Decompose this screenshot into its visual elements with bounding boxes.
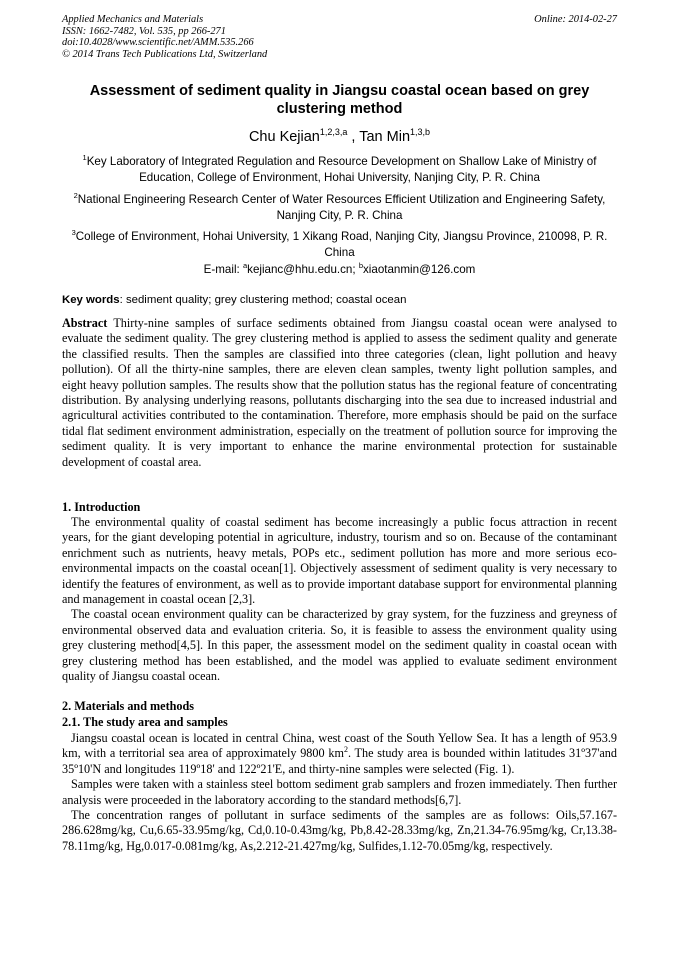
online-date: Online: 2014-02-27 [534,14,617,25]
abstract [62,316,617,470]
section-heading-introduction: 1. Introduction [62,500,141,514]
author-name: Tan Min [359,129,411,145]
author-line [62,128,617,146]
affiliation-text: Key Laboratory of Integrated Regulation and Resource Development on Shallow Lake of Ministry of Education, College of Environment, Hohai University, Nanjing City, P. R. China [86,155,597,184]
keywords-text: : sediment quality; grey clustering method; coastal ocean [119,294,407,306]
affiliation-1 [62,154,617,186]
keywords [62,293,617,308]
affiliation-number: 1 [82,153,87,162]
introduction-body [62,515,617,684]
journal-issn: ISSN: 1662-7482, Vol. 535, pp 266-271 [62,25,226,37]
paper-title: Assessment of sediment quality in Jiangsu coastal ocean based on grey clustering method [89,83,590,117]
paragraph: The coastal ocean environment quality can be characterized by gray system, for the fuzziness and greyness of environmental observed data and evaluation criteria. So, it is feasible to assess the environment quality using grey clustering method[4,5]. In this paper, the assessment model on the sediment quality in coastal ocean with grey clustering method has been established, and the model was applied to evaluate sediment environment quality of Jiangsu coastal ocean. [62,607,617,684]
section-heading-methods: 2. Materials and methods [62,699,195,713]
paragraph [62,731,617,777]
affiliation-2 [62,192,617,224]
email-link-b[interactable]: xiaotanmin@126.com [363,263,476,276]
author-affiliation-marks: 1,3,b [410,127,431,137]
paragraph-text: Jiangsu coastal ocean is located in central China, west coast of the South Yellow Sea. It has a length of 953.9 km, with a territorial sea area of approximately 9800 km [62,731,617,761]
author-affiliation-marks: 1,2,3,a [319,127,348,137]
email-line [62,262,617,278]
methods-body [62,731,617,854]
email-link-a[interactable]: kejianc@hhu.edu.cn; [247,263,359,276]
paragraph: Samples were taken with a stainless steel bottom sediment grab samplers and frozen immediately. Then further analysis were proceeded in the laboratory according to the standard methods[6,7]. [62,777,617,807]
abstract-text: Thirty-nine samples of surface sediments obtained from Jiangsu coastal ocean were analysed to evaluate the sediment quality. The grey clustering method is applied to assess the sediment quality and generate the classified results. Then the samples are classified into three categories (clean, light pollution and heavy pollution). Of all the thirty-nine samples, there are eleven clean samples, twenty light pollution samples, and eight heavy pollution samples. The results show that the pollution status has the regional feature of concentrating distribution. By analysing underlying reasons, pollutants discharging into the sea due to increased industrial and agricultural activities contributed to the contamination. Therefore, more emphasis should be paid on the surface tidal flat sediment environment administration, especially on the treatment of pollution source for improving the sediment quality. It is very important to enhance the marine environmental protection for sustainable development of coastal area. [62,316,617,469]
keywords-label: Key words [62,294,120,306]
email-mark: a [242,261,248,270]
journal-header [62,14,617,60]
journal-name: Applied Mechanics and Materials [62,14,204,25]
subsection-heading-study-area: 2.1. The study area and samples [62,715,228,729]
journal-copyright: © 2014 Trans Tech Publications Ltd, Switzerland [62,48,268,60]
affiliation-text: National Engineering Research Center of Water Resources Efficient Utilization and Engineering Safety, Nanjing City, P. R. China [77,193,606,222]
affiliation-text: College of Environment, Hohai University, 1 Xikang Road, Nanjing City, Jiangsu Province, 210098, P. R. China [75,230,608,259]
paragraph: The environmental quality of coastal sediment has become increasingly a public focus attraction in recent years, for the giant developing potential in agriculture, industry, tourism and so on. Because of the contaminant enrichment such as nutrients, heavy metals, POPs etc., sediment pollution has more and more serious eco-environmental impacts on the coastal ocean[1]. Objectively assessment of sediment quality is very necessary to identify the features of environment, as well as to provide important database support for environmental planning and management in coastal ocean [2,3]. [62,515,617,607]
email-label: E-mail: [203,263,243,276]
superscript: 2 [343,745,348,755]
paragraph: The concentration ranges of pollutant in surface sediments of the samples are as follows: Oils,57.167-286.628mg/kg, Cu,6.65-33.95mg/kg, Cd,0.10-0.43mg/kg, Pb,8.42-28.33mg/kg, Zn,21.34-76.95mg/kg, Cr,13.38-78.11mg/kg, Hg,0.017-0.081mg/kg, As,2.212-21.427mg/kg, Sulfides,1.12-70.05mg/kg, respectively. [62,808,617,853]
abstract-label: Abstract [62,316,108,330]
author-name: Chu Kejian [248,129,320,145]
affiliation-number: 3 [71,228,76,237]
journal-doi: doi:10.4028/www.scientific.net/AMM.535.266 [62,37,254,49]
affiliation-number: 2 [73,191,78,200]
paragraph-text: . The study area is bounded within latitudes 31º37'and 35º10'N and longitudes 119º18' and 122º21'E, and thirty-nine samples were selected (Fig. 1). [62,746,617,776]
author-separator: , [347,129,360,145]
email-mark: b [358,261,363,270]
affiliation-3 [62,229,617,261]
